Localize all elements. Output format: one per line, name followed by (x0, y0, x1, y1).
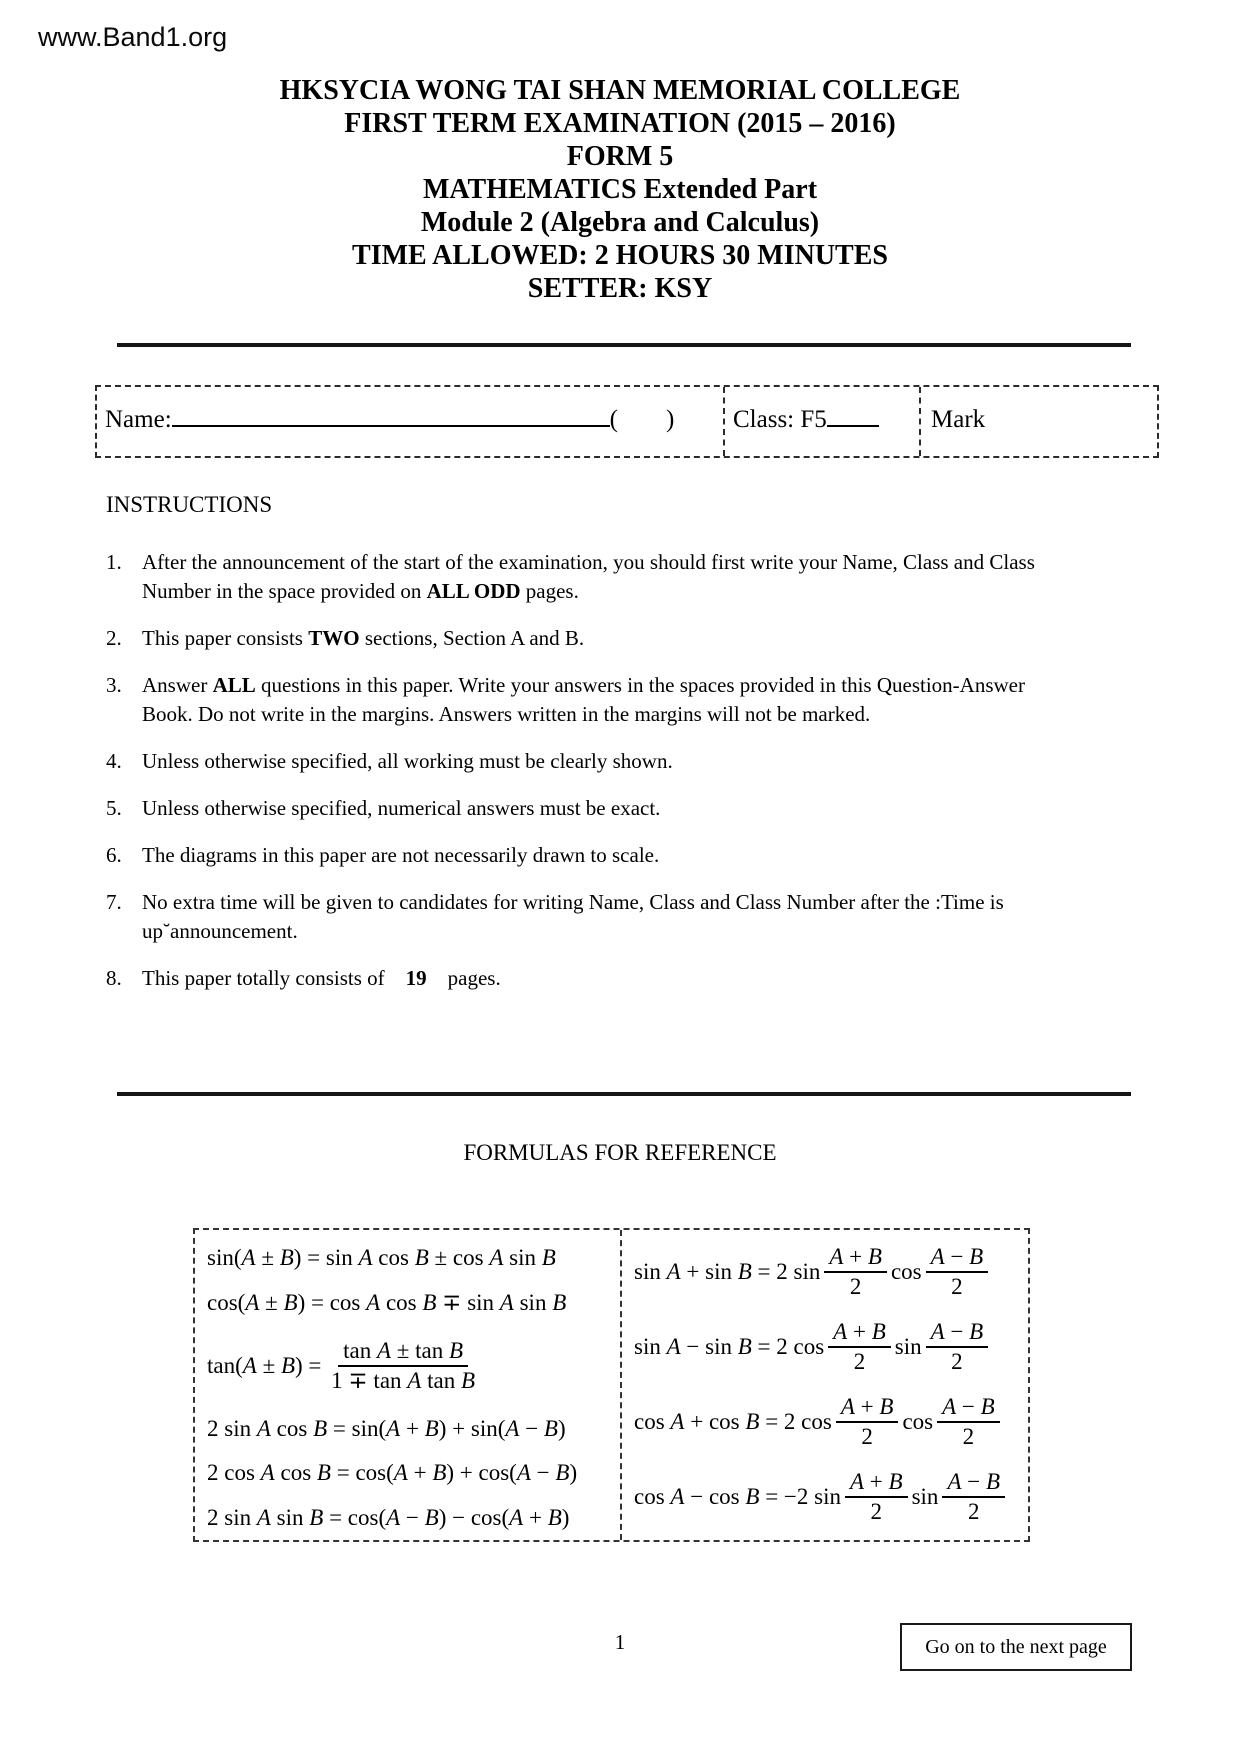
formulas-title: FORMULAS FOR REFERENCE (463, 1140, 777, 1165)
instruction-item (106, 624, 1066, 653)
class-number-paren-open: ( (609, 406, 618, 433)
formulas-left-column (195, 1230, 620, 1540)
instruction-text: The diagrams in this paper are not necessarily drawn to scale. (142, 843, 660, 867)
exam-title: FIRST TERM EXAMINATION (2015 – 2016) (344, 108, 896, 139)
instruction-item (106, 548, 1066, 606)
instruction-text: No extra time will be given to candidates for writing Name, Class and Class Number after the :Time is up˘announcement. (142, 890, 1004, 943)
instruction-item (106, 841, 1066, 870)
instruction-number: 6. (106, 843, 122, 867)
instruction-item (106, 794, 1066, 823)
instruction-text: Unless otherwise specified, all working must be clearly shown. (142, 749, 673, 773)
module-title: Module 2 (Algebra and Calculus) (420, 207, 820, 238)
instruction-number: 2. (106, 626, 122, 650)
setter-label: SETTER: KSY (527, 273, 713, 304)
exam-header (0, 74, 1240, 305)
formula-row: tan(A ± B) = $\frac{\text{tan A ± tan B}}{\text{1 ∓ tan A tan B}}$ (207, 1337, 476, 1393)
class-label: Class: F5 (733, 406, 827, 433)
formula-row: 2 cos A cos B = cos(A + B) + cos(A − B) (207, 1460, 578, 1486)
formula-row: 2 sin A cos B = sin(A + B) + sin(A − B) (207, 1415, 566, 1441)
formula-row: 2 sin A sin B = cos(A − B) − cos(A + B) (207, 1504, 570, 1530)
instruction-text: This paper consists TWO sections, Section A and B. (142, 626, 585, 650)
name-label: Name: (105, 406, 172, 433)
formulas-divider-rule (117, 1092, 1131, 1096)
instruction-text: Unless otherwise specified, numerical answers must be exact. (142, 796, 661, 820)
class-underline (827, 425, 879, 427)
mark-label: Mark (931, 406, 986, 433)
subject-title: MATHEMATICS Extended Part (422, 174, 818, 205)
candidate-info-box (95, 385, 1159, 458)
instruction-number: 5. (106, 796, 122, 820)
instruction-number: 8. (106, 966, 122, 990)
instruction-number: 7. (106, 890, 122, 914)
watermark-url: www.Band1.org (38, 22, 228, 52)
instruction-text: Answer ALL questions in this paper. Write your answers in the spaces provided in this Question-Answer Book. Do not write in the margins. Answers written in the margins will not be marked. (142, 673, 1025, 726)
formula-row: sin A + sin B = 2 sin $\frac{A + B}{2}$ cos $\frac{A - B}{2}$ (634, 1234, 1028, 1309)
school-name: HKSYCIA WONG TAI SHAN MEMORIAL COLLEGE (279, 75, 961, 106)
instructions-list (106, 548, 1066, 1011)
name-underline (172, 425, 610, 427)
instruction-text: After the announcement of the start of the examination, you should first write your Name, Class and Class Number in the space provided on ALL ODD pages. (142, 550, 1035, 603)
form-title: FORM 5 (566, 141, 674, 172)
class-number-paren-close: ) (665, 406, 675, 433)
instruction-number: 1. (106, 550, 122, 574)
class-cell (723, 387, 919, 456)
instruction-text: This paper totally consists of 19 pages. (142, 966, 501, 990)
instructions-title: INSTRUCTIONS (106, 492, 273, 517)
instruction-item (106, 964, 1066, 993)
instruction-item (106, 671, 1066, 729)
next-page-label: Go on to the next page (925, 1635, 1107, 1658)
next-page-box (900, 1623, 1132, 1671)
instruction-item (106, 888, 1066, 946)
time-allowed: TIME ALLOWED: 2 HOURS 30 MINUTES (352, 240, 888, 271)
header-divider-rule (117, 343, 1131, 347)
formula-row: cos(A ± B) = cos A cos B ∓ sin A sin B (207, 1289, 567, 1315)
name-cell (97, 387, 723, 456)
instruction-item (106, 747, 1066, 776)
page-number: 1 (614, 1630, 626, 1654)
formula-row: sin A − sin B = 2 cos $\frac{A + B}{2}$ sin $\frac{A - B}{2}$ (634, 1309, 1028, 1384)
formula-row: sin(A ± B) = sin A cos B ± cos A sin B (207, 1245, 556, 1271)
formula-row: cos A − cos B = −2 sin $\frac{A + B}{2}$ sin $\frac{A - B}{2}$ (634, 1459, 1028, 1534)
formula-row: cos A + cos B = 2 cos $\frac{A + B}{2}$ cos $\frac{A - B}{2}$ (634, 1384, 1028, 1459)
formulas-box (193, 1228, 1030, 1542)
mark-cell (919, 387, 1157, 456)
instruction-number: 4. (106, 749, 122, 773)
formulas-right-column (620, 1230, 1028, 1540)
instruction-number: 3. (106, 673, 122, 697)
